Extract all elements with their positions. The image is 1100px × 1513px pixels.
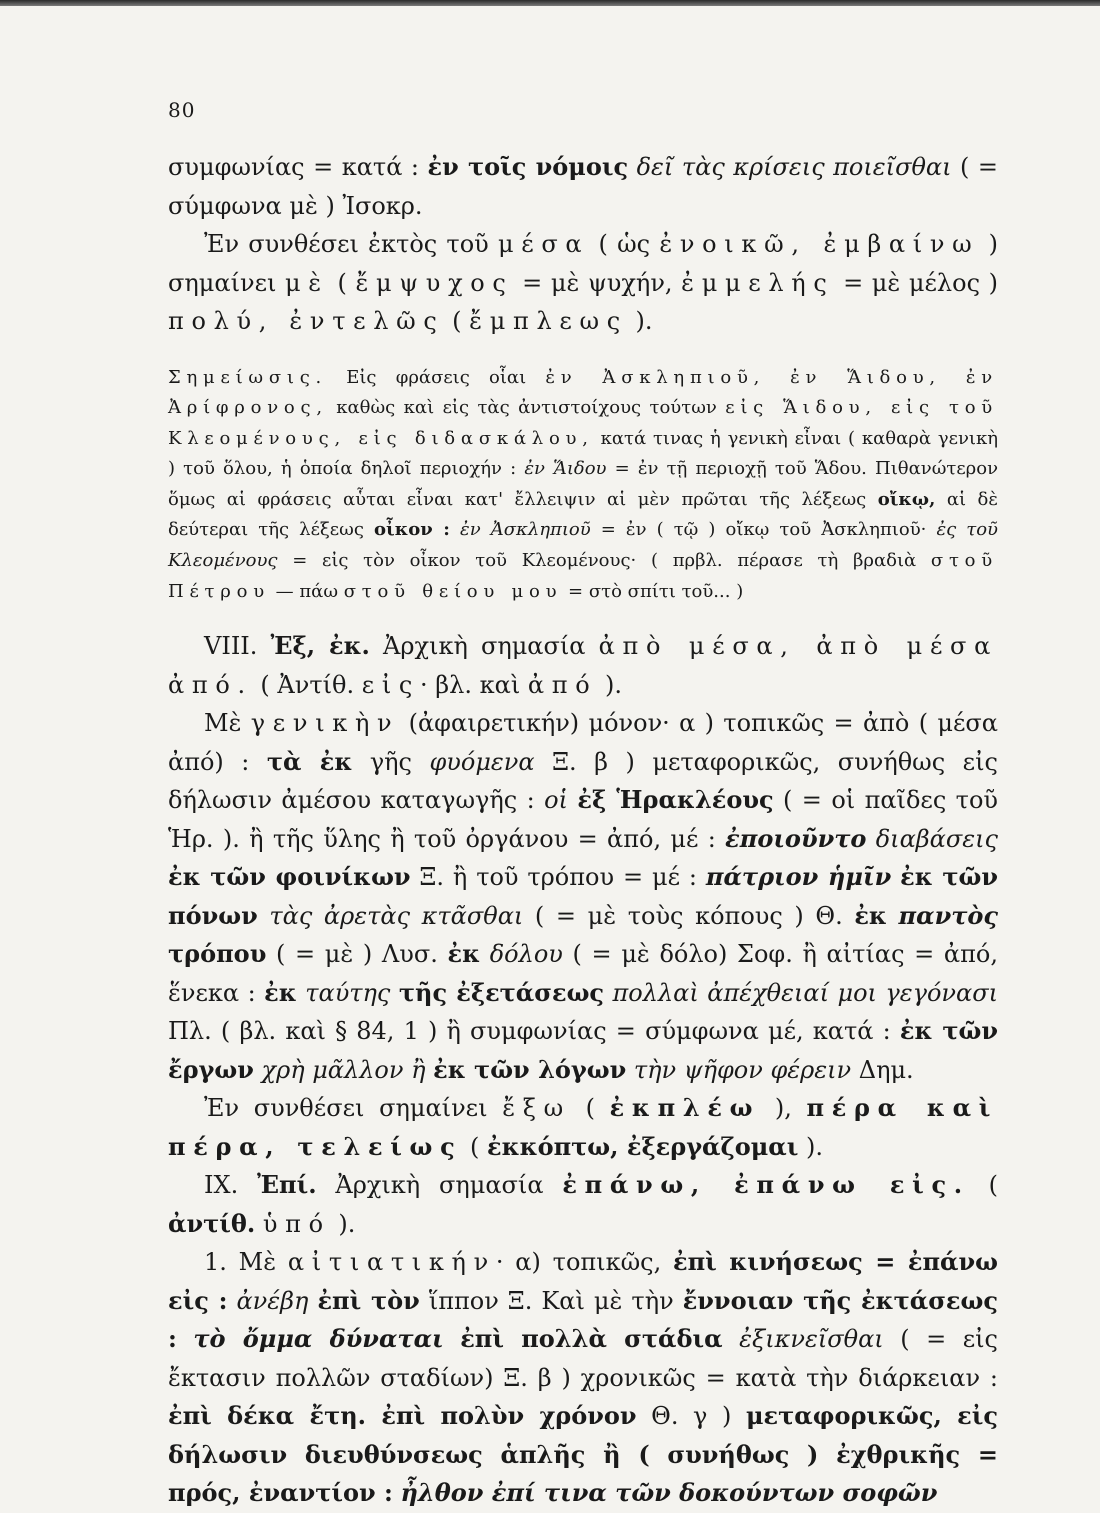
bold-term: ἐκ xyxy=(264,977,297,1007)
bold-term: ἐκ τῶν πόνων xyxy=(168,862,998,930)
bold-term: ἐξ Ἡρακλέους xyxy=(577,785,774,815)
text xyxy=(887,902,899,930)
bold-term: Ἐπί. xyxy=(257,1170,317,1200)
spaced-term: στοῦ θείου μου xyxy=(343,580,563,602)
text xyxy=(297,979,305,1007)
text xyxy=(626,1056,634,1084)
text: καθὼς καὶ εἰς τὰς ἀντιστοίχους τούτων xyxy=(327,397,726,419)
bold-term: ἐπὶ τὸν xyxy=(317,1285,420,1315)
italic-example: ἀνέβη xyxy=(236,1286,309,1315)
text: = στὸ σπίτι τοῦ... ) xyxy=(562,580,744,602)
text: ). xyxy=(798,1132,824,1161)
text xyxy=(568,786,577,814)
page-number: 80 xyxy=(168,98,196,122)
bold-term: Ἐξ, ἐκ. xyxy=(270,631,370,661)
bold-term: μεταφορικῶς, εἰς δήλωσιν διευθύνσεως ἁπλῆς ἢ ( συνήθως ) ἐχθρικῆς = πρός, ἐναντίον : xyxy=(168,1401,998,1508)
spaced-term: ἀπὸ μέσα, ἀπὸ μέσα ἀπό. xyxy=(168,632,999,699)
text: Θ. γ ) xyxy=(636,1402,746,1431)
bold-italic-example: παντὸς xyxy=(898,900,998,930)
italic-example: οἱ xyxy=(544,786,568,815)
italic-example: ἐν Ἀσκληπιοῦ xyxy=(460,519,591,541)
spaced-term: ἔμπλεως xyxy=(469,307,628,335)
text: ( = μὲ δόλο) Σοφ. ἢ αἰτίας = ἀπό, ἕνεκα : xyxy=(168,940,998,1007)
text xyxy=(412,748,430,776)
text xyxy=(258,902,270,930)
spaced-term: ἐνοικῶ, ἐμβαίνω xyxy=(659,230,980,258)
text xyxy=(390,979,398,1007)
bold-term: ἐκ xyxy=(447,939,481,969)
text: (ἀφαιρετικήν) μόνον· α ) τοπικῶς = ἀπὸ ( μέσα ἀπό) : xyxy=(168,709,998,776)
bold-italic-example: ἦλθον ἐπί τινα τῶν δοκούντων σοφῶν xyxy=(400,1478,938,1508)
spaced-term: μέσα xyxy=(497,230,590,258)
italic-example: τὴν ψῆφον φέρειν xyxy=(633,1055,852,1084)
text: · βλ. καὶ xyxy=(420,670,528,699)
bold-term: τρόπου xyxy=(168,939,267,969)
text: ) σημαίνει xyxy=(168,230,998,297)
text: ( xyxy=(462,1132,487,1161)
text: Ξ. ἢ τοῦ τρόπου = μέ : xyxy=(410,863,706,892)
section-viii-heading xyxy=(168,627,998,704)
text: = εἰς τὸν οἶκον τοῦ Κλεομένους· ( πρβλ. πέρασε τὴ βραδιὰ xyxy=(277,550,931,572)
bold-term: ἐκ τῶν λόγων xyxy=(433,1054,627,1084)
spaced-term: ἔξω xyxy=(502,1094,571,1123)
text: = μὲ μέλος ) xyxy=(834,268,998,297)
page-body xyxy=(168,148,998,1513)
spaced-term: εἰς Ἅιδου, εἰς τοῦ Κλεομένους, εἰς διδασκάλου, xyxy=(168,397,998,449)
italic-example: πολλαὶ ἀπέχθειαί μοι γεγόνασι xyxy=(612,978,999,1007)
bold-term: ἐπὶ πολλὰ στάδια xyxy=(460,1324,723,1354)
note-semeiosis xyxy=(168,363,998,608)
note-heading: Σημείωσις. xyxy=(168,366,328,388)
italic-example: δεῖ τὰς κρίσεις ποιεῖσθαι xyxy=(628,153,952,181)
text xyxy=(393,1479,401,1507)
spaced-term: γενικὴν xyxy=(250,709,400,738)
italic-example: ἐν Ἅιδου xyxy=(524,458,607,480)
text xyxy=(352,748,370,776)
spaced-term: εἰς xyxy=(361,670,421,699)
section-ix-accusative xyxy=(168,1243,998,1513)
spaced-term: ἀπό xyxy=(527,670,598,699)
text: ( = μὲ ) Λυσ. xyxy=(266,940,448,969)
text: = ἐν τῇ περιοχῇ τοῦ Ἅδου. Πιθανώτερον ὅμως αἱ φράσεις αὗται εἶναι κατ' ἔλλειψιν αἱ μὲν πρῶται τῆς λέξεως xyxy=(168,458,999,510)
spaced-term: ἐμμελής xyxy=(681,268,835,297)
bold-term: ἐν τοῖς νόμοις xyxy=(427,152,629,181)
text: ( Ἀντίθ. xyxy=(252,670,362,699)
bold-term: τῆς ἐξετάσεως xyxy=(398,977,605,1007)
text xyxy=(254,1056,262,1084)
bold-spaced-term: ἐπάνω, ἐπάνω εἰς. xyxy=(562,1170,970,1200)
section-numeral: VIII. xyxy=(204,632,271,661)
italic-example: δόλου xyxy=(489,940,563,969)
text xyxy=(255,1210,263,1238)
bold-term: ἐκ τῶν φοινίκων xyxy=(168,862,411,892)
text xyxy=(891,863,900,891)
italic-example: ἐξικνεῖσθαι xyxy=(739,1325,884,1354)
text: ( = οἱ παῖδες τοῦ Ἡρ. ). ἢ τῆς ὕλης ἢ τοῦ ὀργάνου = ἀπό, μέ : xyxy=(168,786,998,853)
text: Ἀρχικὴ σημασία xyxy=(316,1171,563,1200)
italic-example: χρὴ μᾶλλον ἢ xyxy=(261,1055,426,1084)
text xyxy=(425,1056,433,1084)
text: Ἐν συνθέσει σημαίνει xyxy=(204,1094,503,1123)
italic-example: φυόμενα xyxy=(429,747,535,776)
bold-term: οἶκον : xyxy=(373,519,450,541)
italic-example: διαβάσεις xyxy=(875,824,998,853)
italic-example: ταύτης xyxy=(305,978,391,1007)
spaced-term: ὑπό xyxy=(262,1209,331,1238)
bold-term: ἐκ τῶν ἔργων xyxy=(168,1016,998,1084)
text xyxy=(450,519,460,540)
text: αἱ δὲ δεύτεραι τῆς λέξεως xyxy=(168,488,999,541)
scan-top-edge xyxy=(0,0,1100,6)
text: = μὲ ψυχήν, xyxy=(513,268,682,297)
paragraph-en-synthesei-en xyxy=(168,225,998,341)
italic-example: ἐς τοῦ Κλεομένους xyxy=(168,519,998,572)
text: ( = εἰς ἔκτασιν πολλῶν σταδίων) Ξ. β ) χρονικῶς = κατὰ τὴν διάρκειαν : xyxy=(168,1325,998,1392)
bold-term: ἐπὶ δέκα ἔτη. ἐπὶ πολὺν χρόνον xyxy=(168,1401,637,1431)
text xyxy=(866,825,875,853)
bold-spaced-term: πέρα καὶ πέρα, τελείως xyxy=(168,1093,999,1161)
text: ( = σύμφωνα μὲ ) Ἰσοκρ. xyxy=(168,153,999,220)
text: Ξ. β ) μεταφορικῶς, συνήθως εἰς δήλωσιν ἀμέσου καταγωγῆς : xyxy=(168,747,998,815)
bold-term: ἐκ xyxy=(854,900,887,930)
bold-term: ἀντίθ. xyxy=(168,1208,256,1238)
text: — πάω xyxy=(269,580,344,602)
text: συμφωνίας = κατά : xyxy=(168,153,428,181)
spaced-term: στοῦ Πέτρου xyxy=(168,550,998,602)
text: ). xyxy=(330,1209,356,1238)
text: ( ὡς xyxy=(589,230,660,258)
section-viii-genitive xyxy=(168,704,998,1089)
italic-example: τὰς ἀρετὰς κτᾶσθαι xyxy=(269,901,524,930)
text: ( xyxy=(444,307,470,335)
text: ἵππον Ξ. Καὶ μὲ τὴν xyxy=(419,1286,683,1315)
text: · α) τοπικῶς, xyxy=(495,1248,673,1277)
text: ( xyxy=(570,1094,610,1123)
text: Ἀρχικὴ σημασία xyxy=(369,632,599,661)
text: Ἐν συνθέσει ἐκτὸς τοῦ xyxy=(204,230,498,258)
bold-spaced-term: ἐκπλέω xyxy=(609,1093,761,1123)
spaced-term: μὲ xyxy=(285,268,329,297)
bold-term: ἐπὶ κινήσεως = ἐπάνω εἰς : xyxy=(168,1247,998,1315)
bold-italic-example: τὸ ὄμμα δύναται xyxy=(193,1324,444,1354)
text: 1. Μὲ xyxy=(204,1248,288,1277)
paragraph-sumfonias xyxy=(168,148,998,225)
bold-italic-example: ἐποιοῦντο xyxy=(725,823,867,853)
bold-term: τὰ ἐκ xyxy=(266,746,353,776)
spaced-term: ἔμψυχος xyxy=(355,268,514,297)
text: = ἐν ( τῷ ) οἴκῳ τοῦ Ἀσκληπιοῦ· xyxy=(590,519,937,541)
text: ). xyxy=(627,307,653,335)
text xyxy=(723,1325,740,1353)
text xyxy=(480,940,490,968)
text xyxy=(444,1325,461,1353)
bold-italic-example: πάτριον ἡμῖν xyxy=(705,862,892,892)
text: ( xyxy=(328,268,356,297)
spaced-term: ἐν Ἀσκληπιοῦ, ἐν Ἅιδου, ἐν Ἀρίφρονος, xyxy=(168,366,998,419)
section-viii-composition xyxy=(168,1089,998,1166)
text: ( xyxy=(969,1171,998,1200)
section-numeral: IX. xyxy=(204,1171,258,1200)
text xyxy=(604,979,612,1007)
text: ( = μὲ τοὺς κόπους ) Θ. xyxy=(523,901,855,930)
spaced-term: πολύ, ἐντελῶς xyxy=(168,307,445,335)
text: Δημ. xyxy=(851,1055,914,1084)
text: ), xyxy=(760,1094,807,1123)
text: Μὲ xyxy=(204,709,251,738)
text: γῆς xyxy=(369,747,412,776)
text: κατά τινας ἡ γενικὴ εἶναι ( καθαρὰ γενικὴ ) τοῦ ὅλου, ἡ ὁποία δηλοῖ περιοχήν : xyxy=(168,427,999,480)
bold-term: οἴκῳ, xyxy=(877,488,936,510)
text: ). xyxy=(597,670,623,699)
bold-term: ἔννοιαν τῆς ἐκτάσεως : xyxy=(168,1285,998,1354)
text: Εἰς φράσεις οἷαι xyxy=(327,366,546,388)
section-ix-heading xyxy=(168,1166,998,1243)
text xyxy=(177,1325,194,1353)
spaced-term: αἰτιατικήν xyxy=(287,1248,496,1277)
text: Πλ. ( βλ. καὶ § 84, 1 ) ἢ συμφωνίας = σύμφωνα μέ, κατά : xyxy=(168,1017,900,1046)
bold-term: ἐκκόπτω, ἐξεργάζομαι xyxy=(487,1131,799,1161)
